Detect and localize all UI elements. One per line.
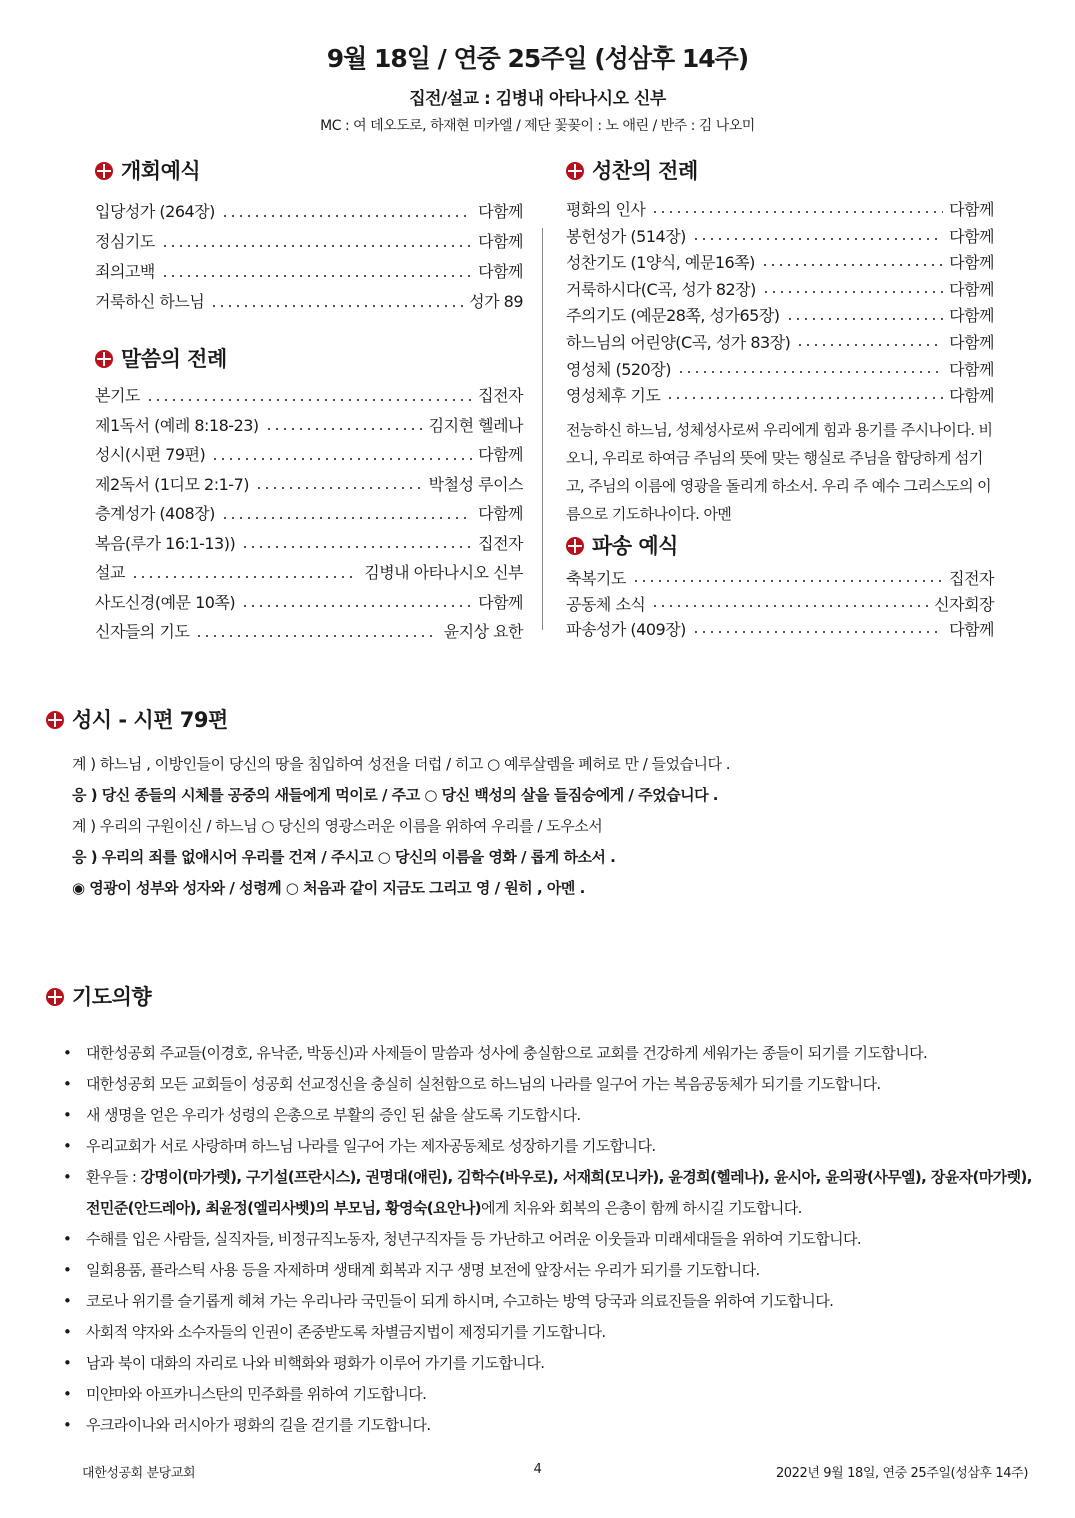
church-name: 대한성공회 분당교회 bbox=[82, 1466, 196, 1481]
order-row: 봉헌성가 (514장) 다함께 bbox=[566, 226, 994, 246]
eucharist-list bbox=[566, 197, 994, 410]
opening-rites-section bbox=[95, 156, 523, 319]
list-item: • 사회적 약자와 소수자들의 인권이 존중받도록 차별금지법이 제정되기를 기도합니다. bbox=[46, 1317, 1036, 1348]
section-heading: 성시 - 시편 79편 bbox=[46, 705, 1026, 735]
order-row: 제2독서 (1디모 2:1-7) 박철성 루이스 bbox=[95, 474, 523, 494]
order-row: 주의기도 (예문28쪽, 성가65장) 다함께 bbox=[566, 306, 994, 326]
psalm-section bbox=[46, 705, 1026, 904]
section-heading: 말씀의 전례 bbox=[95, 344, 523, 374]
order-row: 하느님의 어린양(C곡, 성가 83장) 다함께 bbox=[566, 332, 994, 352]
footer-date: 2022년 9월 18일, 연중 25주일(성삼후 14주) bbox=[775, 1466, 1028, 1481]
cross-icon bbox=[46, 711, 64, 729]
page-title: 9월 18일 / 연중 25주일 (성삼후 14주) bbox=[326, 44, 749, 73]
preacher-line: 집전/설교 : 김병내 아타나시오 신부 bbox=[409, 89, 666, 109]
dismissal-section bbox=[566, 531, 994, 643]
liturgy-of-eucharist-section bbox=[566, 156, 994, 528]
psalm-verse: 응 ) 우리의 죄를 없애시어 우리를 건져 / 주시고 ○ 당신의 이름을 영화 / 롭게 하소서 . bbox=[72, 848, 616, 866]
column-divider bbox=[542, 228, 543, 630]
order-row: 파송성가 (409장) 다함께 bbox=[566, 620, 994, 639]
list-item: • 새 생명을 얻은 우리가 성령의 은총으로 부활의 증인 된 삶을 살도록 기도합시다. bbox=[46, 1100, 1036, 1131]
order-row: 평화의 인사 다함께 bbox=[566, 200, 994, 219]
intentions-list bbox=[46, 1038, 1036, 1441]
order-row: 복음(루가 16:1-13)) 집전자 bbox=[95, 533, 523, 553]
list-item: • 우크라이나와 러시아가 평화의 길을 걷기를 기도합니다. bbox=[46, 1410, 1036, 1441]
word-list bbox=[95, 383, 523, 649]
order-row: 거룩하시다(C곡, 성가 82장) 다함께 bbox=[566, 279, 994, 299]
list-item: • 일회용품, 플라스틱 사용 등을 자제하며 생태계 회복과 지구 생명 보전에 앞장서는 우리가 되기를 기도합니다. bbox=[46, 1255, 1036, 1286]
order-row: 입당성가 (264장) 다함께 bbox=[95, 202, 523, 221]
list-item: • 대한성공회 주교들(이경호, 유낙준, 박동신)과 사제들이 말씀과 성사에 충실함으로 교회를 건강하게 세워가는 종들이 되기를 기도합니다. bbox=[46, 1038, 1036, 1069]
order-row: 영성체 (520장) 다함께 bbox=[566, 359, 994, 379]
section-heading: 성찬의 전례 bbox=[566, 156, 994, 186]
prayer-intentions-section bbox=[46, 982, 1036, 1441]
dismissal-list bbox=[566, 566, 994, 643]
list-item-sick: • 환우들 : 강명이(마가렛), 구기설(프란시스), 권명대(애린), 김학수(바우로), 서재희(모니카), 윤경희(헬레나), 윤시아, 윤의광(사무엘), 장윤자(마가렛), 전민준(안드레아), 최윤정(엘리사벳)의 부모님, 황영숙(요안나)에게 치유와 회복의 은총이 함께 하시길 기도합니다. bbox=[46, 1162, 1036, 1224]
list-item: • 코로나 위기를 슬기롭게 헤쳐 가는 우리나라 국민들이 되게 하시며, 수고하는 방역 당국과 의료진들을 위하여 기도합니다. bbox=[46, 1286, 1036, 1317]
opening-list bbox=[95, 199, 523, 319]
order-row: 성찬기도 (1양식, 예문16쪽) 다함께 bbox=[566, 253, 994, 273]
list-item: • 대한성공회 모든 교회들이 성공회 선교정신을 충실히 실천함으로 하느님의 나라를 일구어 가는 복음공동체가 되기를 기도합니다. bbox=[46, 1069, 1036, 1100]
order-row: 성시(시편 79편) 다함께 bbox=[95, 445, 523, 464]
cross-icon bbox=[95, 350, 113, 368]
cross-icon bbox=[46, 988, 64, 1006]
order-row: 제1독서 (예레 8:18-23) 김지현 헬레나 bbox=[95, 415, 523, 435]
sick-names: 강명이(마가렛), 구기설(프란시스), 권명대(애린), 김학수(바우로), 서재희(모니카), 윤경희(헬레나), 윤시아, 윤의광(사무엘), 장윤자(마가렛), 전민준(안드레아), 최윤정(엘리사벳)의 부모님, 황영숙(요안나) bbox=[86, 1168, 1032, 1217]
liturgy-of-word-section bbox=[95, 344, 523, 649]
post-communion-prayer: 전능하신 하느님, 성체성사로써 우리에게 힘과 용기를 주시나이다. 비오니, 우리로 하여금 주님의 뜻에 맞는 행실로 주님을 합당하게 섬기고, 주님의 이름에 영광을 돌리게 하소서. 우리 주 예수 그리스도의 이름으로 기도하나이다. 아멘 bbox=[566, 420, 993, 523]
psalm-verse: ◉ 영광이 성부와 성자와 / 성령께 ○ 처음과 같이 지금도 그리고 영 / 원히 , 아멘 . bbox=[72, 879, 585, 897]
bulletin-header bbox=[0, 42, 1075, 135]
order-row: 축복기도 집전자 bbox=[566, 569, 994, 588]
cross-icon bbox=[566, 162, 584, 180]
psalm-verse: 계 ) 하느님 , 이방인들이 당신의 땅을 침입하여 성전을 더럽 / 히고 ○ 예루살렘을 폐허로 만 / 들었습니다 . bbox=[72, 755, 731, 773]
order-row: 사도신경(예문 10쪽) 다함께 bbox=[95, 592, 523, 612]
list-item: • 우리교회가 서로 사랑하며 하느님 나라를 일구어 가는 제자공동체로 성장하기를 기도합니다. bbox=[46, 1131, 1036, 1162]
psalm-verse: 계 ) 우리의 구원이신 / 하느님 ○ 당신의 영광스러운 이름을 위하여 우리를 / 도우소서 bbox=[72, 817, 603, 835]
list-item: • 미얀마와 아프카니스탄의 민주화를 위하여 기도합니다. bbox=[46, 1379, 1036, 1410]
ministers-line: MC : 여 데오도로, 하재현 미카엘 / 제단 꽃꽂이 : 노 애린 / 반주 : 김 나오미 bbox=[320, 118, 755, 134]
order-row: 설교 김병내 아타나시오 신부 bbox=[95, 563, 523, 582]
order-row: 정심기도 다함께 bbox=[95, 232, 523, 251]
order-row: 거룩하신 하느님 성가 89 bbox=[95, 292, 523, 311]
order-row: 신자들의 기도 윤지상 요한 bbox=[95, 622, 523, 641]
list-item: • 수해를 입은 사람들, 실직자들, 비정규직노동자, 청년구직자들 등 가난하고 어려운 이웃들과 미래세대들을 위하여 기도합니다. bbox=[46, 1224, 1036, 1255]
order-row: 층계성가 (408장) 다함께 bbox=[95, 504, 523, 523]
cross-icon bbox=[566, 537, 584, 555]
order-row: 영성체후 기도 다함께 bbox=[566, 386, 994, 406]
order-row: 죄의고백 다함께 bbox=[95, 262, 523, 281]
order-row: 공동체 소식 신자회장 bbox=[566, 594, 994, 614]
psalm-lines bbox=[46, 749, 1026, 904]
list-item: • 남과 북이 대화의 자리로 나와 비핵화와 평화가 이루어 가기를 기도합니다. bbox=[46, 1348, 1036, 1379]
section-heading: 기도의향 bbox=[46, 982, 1036, 1012]
page-number: 4 bbox=[533, 1462, 542, 1477]
section-heading: 개회예식 bbox=[95, 156, 523, 186]
section-heading: 파송 예식 bbox=[566, 531, 994, 561]
psalm-verse: 응 ) 당신 종들의 시체를 공중의 새들에게 먹이로 / 주고 ○ 당신 백성의 살을 들짐승에게 / 주었습니다 . bbox=[72, 786, 718, 804]
order-row: 본기도 집전자 bbox=[95, 386, 523, 405]
cross-icon bbox=[95, 162, 113, 180]
